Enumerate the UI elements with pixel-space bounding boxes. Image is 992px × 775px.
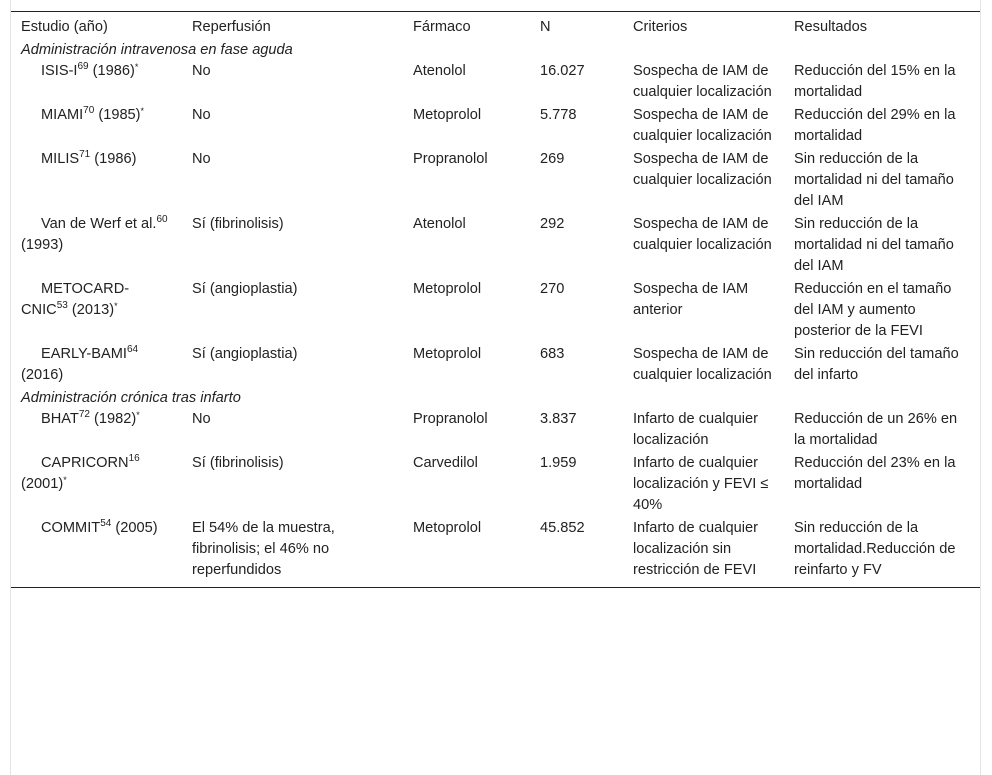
table-row: [11, 518, 980, 588]
reference-number: 69: [77, 61, 89, 72]
table-row: [11, 279, 980, 344]
cell-study: [11, 105, 182, 149]
cell-drug: Propranolol: [413, 151, 488, 167]
cell-reperfusion: No: [192, 151, 211, 167]
cell-drug: Atenolol: [413, 216, 466, 232]
header-criteria: Criterios: [633, 19, 688, 35]
table-row: [11, 409, 980, 453]
asterisk-footnote: *: [63, 475, 67, 485]
cell-study: [11, 149, 182, 214]
cell-n: 16.027: [540, 63, 585, 79]
cell-n: 269: [540, 151, 565, 167]
cell-criteria: Infarto de cualquier localización y FEVI ≤ 40%: [633, 455, 769, 513]
cell-results: Reducción del 23% en la mortalidad: [794, 455, 956, 492]
cell-n: 45.852: [540, 520, 585, 536]
section-row: [11, 388, 980, 409]
cell-n: 5.778: [540, 107, 577, 123]
reference-number: 72: [78, 409, 90, 420]
header-drug: Fármaco: [413, 19, 471, 35]
study-name: Van de Werf et al.: [41, 216, 157, 232]
cell-drug: Metoprolol: [413, 346, 482, 362]
cell-reperfusion: Sí (angioplastia): [192, 281, 298, 297]
cell-results: Reducción del 15% en la mortalidad: [794, 63, 956, 100]
study-year: (1985): [94, 107, 141, 123]
asterisk-footnote: *: [134, 62, 139, 72]
reference-number: 64: [126, 344, 139, 355]
table-row: [11, 61, 980, 105]
cell-drug: Propranolol: [413, 411, 488, 427]
cell-drug: Atenolol: [413, 63, 466, 79]
cell-drug: Carvedilol: [413, 455, 478, 471]
study-year: (2001): [21, 476, 64, 492]
beta-blocker-trials-table: [11, 11, 980, 588]
section-row: [11, 40, 980, 61]
cell-study: [11, 61, 182, 105]
cell-reperfusion: Sí (angioplastia): [192, 346, 298, 362]
cell-results: Sin reducción de la mortalidad.Reducción de reinfarto y FV: [794, 520, 956, 578]
cell-criteria: Sospecha de IAM de cualquier localización: [633, 107, 772, 144]
cell-criteria: Sospecha de IAM de cualquier localización: [633, 346, 772, 383]
cell-n: 683: [540, 346, 565, 362]
study-name: CAPRICORN: [41, 455, 129, 471]
reference-number: 70: [83, 105, 95, 116]
cell-study: [11, 409, 182, 453]
study-name: MILIS: [41, 151, 80, 167]
cell-n: 292: [540, 216, 565, 232]
reference-number: 60: [156, 214, 168, 225]
reference-number: 54: [100, 518, 112, 529]
table-row: [11, 214, 980, 279]
header-study: Estudio (año): [21, 19, 108, 35]
study-year: (1986): [88, 63, 135, 79]
study-name: ISIS-I: [41, 63, 78, 79]
cell-reperfusion: El 54% de la muestra, fibrinolisis; el 46% no reperfundidos: [192, 520, 335, 578]
table-row: [11, 105, 980, 149]
reference-number: 53: [56, 300, 68, 311]
table-row: [11, 344, 980, 388]
study-name: MIAMI: [41, 107, 84, 123]
cell-study: [11, 279, 182, 344]
cell-study: [11, 214, 182, 279]
study-year: (1986): [90, 151, 137, 167]
cell-results: Sin reducción del tamaño del infarto: [794, 346, 959, 383]
cell-reperfusion: No: [192, 411, 211, 427]
header-reperfusion: Reperfusión: [192, 19, 271, 35]
study-name: BHAT: [41, 411, 79, 427]
cell-reperfusion: No: [192, 107, 211, 123]
section-title: Administración crónica tras infarto: [21, 390, 241, 406]
cell-reperfusion: Sí (fibrinolisis): [192, 455, 284, 471]
study-year: (1982): [89, 411, 137, 427]
cell-results: Reducción de un 26% en la mortalidad: [794, 411, 958, 448]
table-header-row: [11, 12, 980, 41]
cell-results: Sin reducción de la mortalidad ni del tamaño del IAM: [794, 216, 954, 274]
reference-number: 71: [79, 149, 91, 160]
cell-drug: Metoprolol: [413, 281, 482, 297]
cell-criteria: Sospecha de IAM de cualquier localización: [633, 216, 772, 253]
study-name: METOCARD-CNIC: [21, 281, 130, 318]
table-row: [11, 149, 980, 214]
cell-criteria: Infarto de cualquier localización sin restricción de FEVI: [633, 520, 758, 578]
section-title: Administración intravenosa en fase aguda: [21, 42, 293, 58]
table-body: [11, 40, 980, 588]
cell-study: [11, 518, 182, 588]
table-row: [11, 453, 980, 518]
cell-n: 270: [540, 281, 565, 297]
cell-study: [11, 453, 182, 518]
study-year: (2013): [67, 302, 115, 318]
cell-criteria: Sospecha de IAM de cualquier localización: [633, 151, 772, 188]
cell-n: 3.837: [540, 411, 577, 427]
asterisk-footnote: *: [136, 410, 140, 420]
header-n: N: [540, 19, 551, 35]
header-results: Resultados: [794, 19, 868, 35]
study-year: (2016): [21, 367, 64, 383]
cell-results: Reducción del 29% en la mortalidad: [794, 107, 956, 144]
cell-criteria: Sospecha de IAM de cualquier localización: [633, 63, 772, 100]
study-year: (1993): [21, 237, 64, 253]
cell-criteria: Sospecha de IAM anterior: [633, 281, 749, 318]
study-name: COMMIT: [41, 520, 101, 536]
cell-n: 1.959: [540, 455, 577, 471]
cell-results: Reducción en el tamaño del IAM y aumento posterior de la FEVI: [794, 281, 952, 339]
cell-drug: Metoprolol: [413, 107, 482, 123]
cell-reperfusion: Sí (fibrinolisis): [192, 216, 284, 232]
asterisk-footnote: *: [140, 106, 145, 116]
cell-reperfusion: No: [192, 63, 211, 79]
study-name: EARLY-BAMI: [41, 346, 127, 362]
cell-criteria: Infarto de cualquier localización: [633, 411, 758, 448]
cell-drug: Metoprolol: [413, 520, 482, 536]
cell-results: Sin reducción de la mortalidad ni del tamaño del IAM: [794, 151, 954, 209]
cell-study: [11, 344, 182, 388]
reference-number: 16: [128, 453, 140, 464]
study-year: (2005): [111, 520, 158, 536]
asterisk-footnote: *: [114, 301, 118, 311]
